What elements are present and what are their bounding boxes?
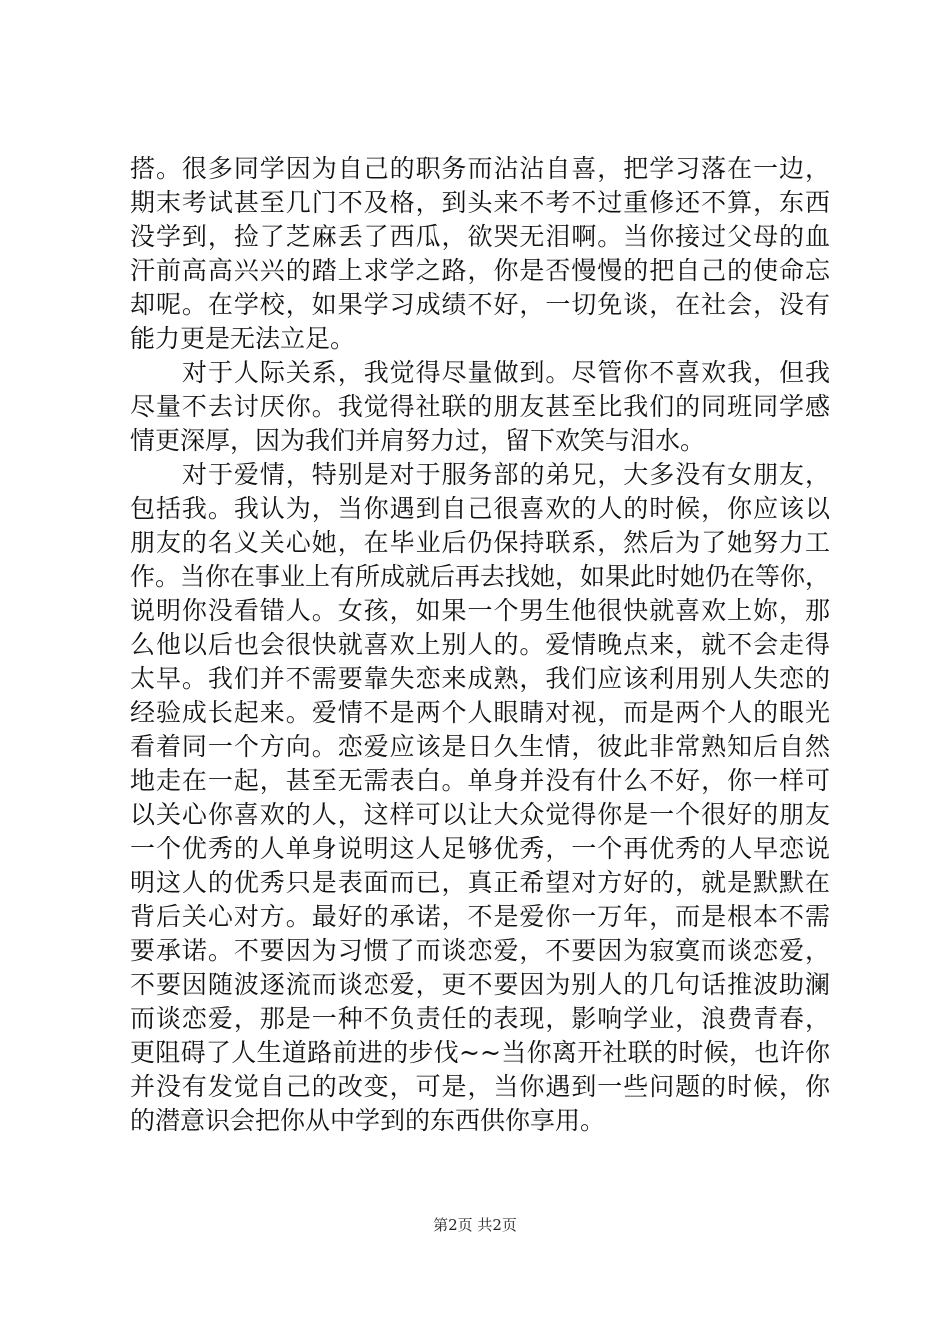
text-line: 并没有发觉自己的改变，可是，当你遇到一些问题的时候，你 — [130, 1072, 830, 1101]
text-line: 明这人的优秀只是表面而已，真正希望对方好的，就是默默在 — [130, 868, 830, 897]
text-line: 朋友的名义关心她，在毕业后仍保持联系，然后为了她努力工 — [130, 528, 830, 557]
text-line: 尽量不去讨厌你。我觉得社联的朋友甚至比我们的同班同学感 — [130, 392, 830, 421]
text-line: 而谈恋爱，那是一种不负责任的表现，影响学业，浪费青春， — [130, 1004, 830, 1033]
body-text — [130, 152, 830, 1138]
text-line: 经验成长起来。爱情不是两个人眼睛对视，而是两个人的眼光 — [130, 698, 830, 727]
text-line: 以关心你喜欢的人，这样可以让大众觉得你是一个很好的朋友 — [130, 800, 830, 829]
text-line: 却呢。在学校，如果学习成绩不好，一切免谈，在社会，没有 — [130, 290, 830, 319]
text-line: 地走在一起，甚至无需表白。单身并没有什么不好，你一样可 — [130, 766, 830, 795]
text-line: 背后关心对方。最好的承诺，不是爱你一万年，而是根本不需 — [130, 902, 830, 931]
text-line: 一个优秀的人单身说明这人足够优秀，一个再优秀的人早恋说 — [130, 834, 830, 863]
text-line: 太早。我们并不需要靠失恋来成熟，我们应该利用别人失恋的 — [130, 664, 830, 693]
text-line: 对于人际关系，我觉得尽量做到。尽管你不喜欢我，但我 — [182, 358, 830, 387]
text-line: 能力更是无法立足。 — [130, 324, 356, 353]
text-line: 没学到，捡了芝麻丢了西瓜，欲哭无泪啊。当你接过父母的血 — [130, 222, 830, 251]
text-line: 期末考试甚至几门不及格，到头来不考不过重修还不算，东西 — [130, 188, 830, 217]
text-line: 么他以后也会很快就喜欢上别人的。爱情晚点来，就不会走得 — [130, 630, 830, 659]
page-footer: 第2页 共2页 — [433, 1216, 517, 1234]
text-line: 说明你没看错人。女孩，如果一个男生他很快就喜欢上妳，那 — [130, 596, 830, 625]
text-line: 包括我。我认为，当你遇到自己很喜欢的人的时候，你应该以 — [130, 494, 830, 523]
text-line: 情更深厚，因为我们并肩努力过，留下欢笑与泪水。 — [130, 426, 706, 455]
text-line: 更阻碍了人生道路前进的步伐~~当你离开社联的时候，也许你 — [130, 1038, 830, 1067]
text-line: 的潜意识会把你从中学到的东西供你享用。 — [130, 1106, 606, 1135]
text-line: 搭。很多同学因为自己的职务而沾沾自喜，把学习落在一边， — [130, 154, 830, 183]
text-line: 要承诺。不要因为习惯了而谈恋爱，不要因为寂寞而谈恋爱， — [130, 936, 830, 965]
text-line: 作。当你在事业上有所成就后再去找她，如果此时她仍在等你， — [130, 562, 831, 591]
text-line: 对于爱情，特别是对于服务部的弟兄，大多没有女朋友， — [182, 460, 830, 489]
text-line: 看着同一个方向。恋爱应该是日久生情，彼此非常熟知后自然 — [130, 732, 830, 761]
text-line: 不要因随波逐流而谈恋爱，更不要因为别人的几句话推波助澜 — [130, 970, 830, 999]
text-line: 汗前高高兴兴的踏上求学之路，你是否慢慢的把自己的使命忘 — [130, 256, 830, 285]
